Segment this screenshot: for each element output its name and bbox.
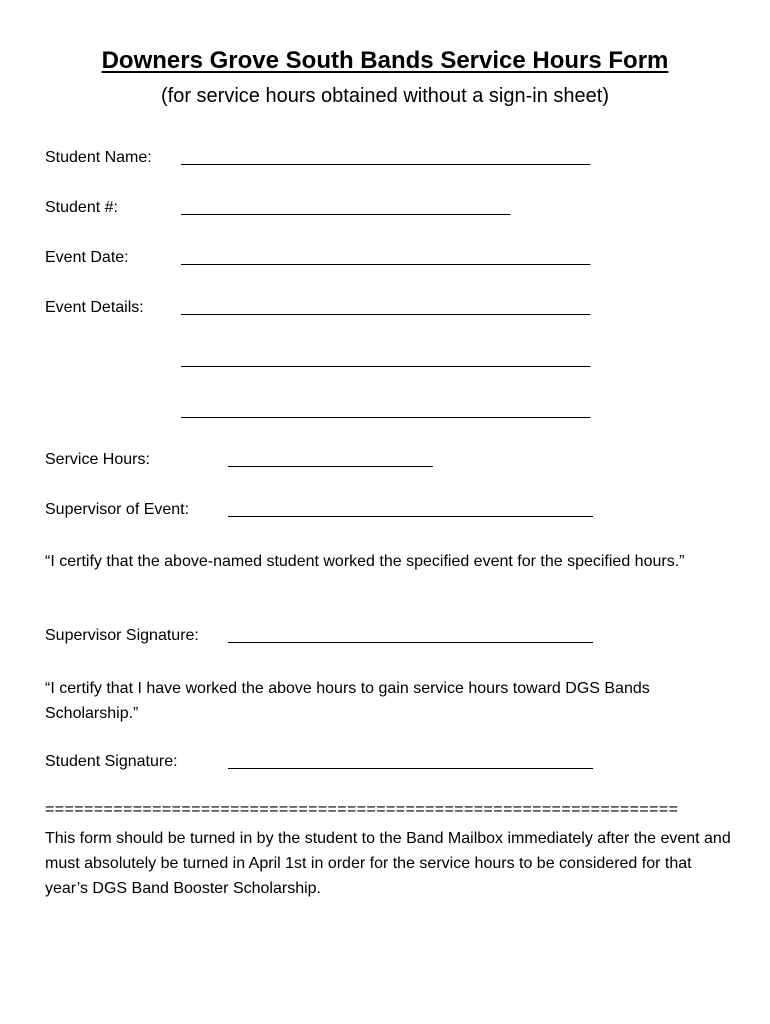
- event-details-line-2[interactable]: ______________________________________________: [181, 351, 591, 368]
- student-certification-statement: “I certify that I have worked the above hours to gain service hours toward DGS Bands Scholarship.”: [45, 680, 650, 722]
- student-signature-field[interactable]: _________________________________________: [228, 753, 593, 770]
- event-date-label: Event Date:: [45, 249, 129, 266]
- event-date-field[interactable]: ______________________________________________: [181, 249, 591, 266]
- service-hours-field[interactable]: _______________________: [228, 451, 433, 468]
- student-signature-label: Student Signature:: [45, 753, 178, 770]
- event-details-line-1[interactable]: ______________________________________________: [181, 299, 591, 316]
- submission-instructions: This form should be turned in by the student to the Band Mailbox immediately after the event and must absolutely be turned in April 1st in order for the service hours to be considered for that year’s DGS Band Booster Scholarship.: [45, 830, 731, 897]
- separator-rule: =================================================================: [45, 801, 679, 818]
- service-hours-label: Service Hours:: [45, 451, 150, 468]
- supervisor-signature-label: Supervisor Signature:: [45, 627, 199, 644]
- supervisor-signature-field[interactable]: _________________________________________: [228, 627, 593, 644]
- student-number-label: Student #:: [45, 199, 118, 216]
- supervisor-of-event-field[interactable]: _________________________________________: [228, 501, 593, 518]
- form-title: Downers Grove South Bands Service Hours Form: [101, 47, 669, 74]
- student-name-field[interactable]: ______________________________________________: [181, 149, 591, 166]
- supervisor-of-event-label: Supervisor of Event:: [45, 501, 190, 518]
- event-details-label: Event Details:: [45, 299, 144, 316]
- student-number-field[interactable]: _____________________________________: [181, 199, 511, 216]
- form-subtitle: (for service hours obtained without a sign-in sheet): [160, 85, 609, 107]
- event-details-line-3[interactable]: ______________________________________________: [181, 402, 591, 419]
- student-name-label: Student Name:: [45, 149, 152, 166]
- supervisor-certification-statement: “I certify that the above-named student worked the specified event for the specified hours.”: [45, 553, 685, 570]
